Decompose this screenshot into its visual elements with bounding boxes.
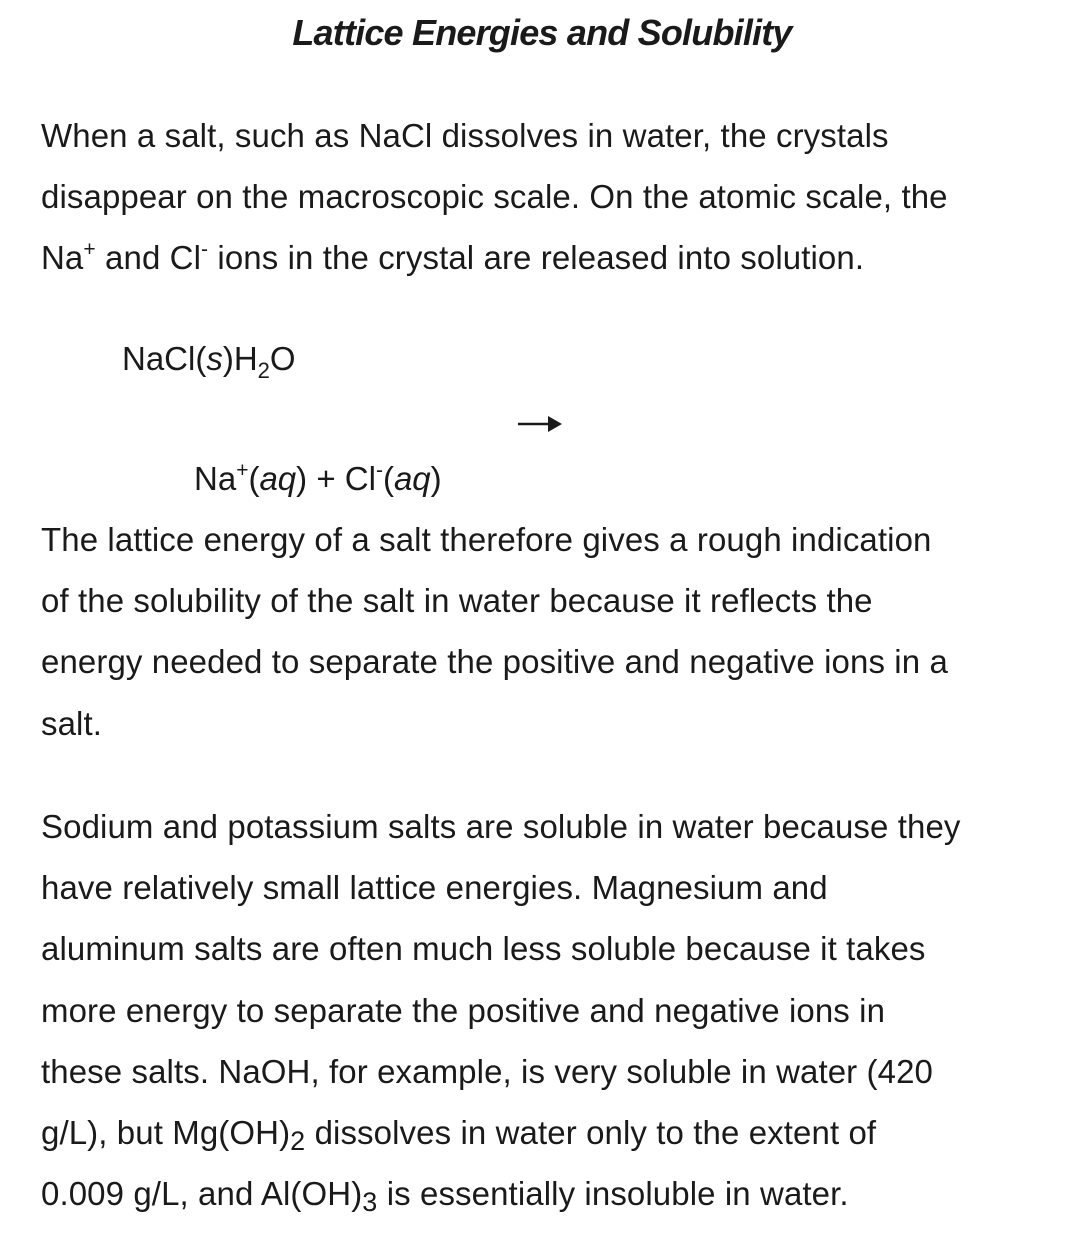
text-run: and Cl [95,239,202,277]
subscript: 2 [290,1126,306,1157]
paragraph-line: these salts. NaOH, for example, is very soluble in water (420 [41,1052,933,1090]
equation-text: O [269,340,296,377]
state-symbol: aq [259,460,297,497]
text-run: ions in the crystal are released into solution. [208,239,865,277]
subscript: 3 [362,1187,378,1218]
equation-text: ( [382,460,394,497]
text-run: is essentially insoluble in water. [377,1175,849,1213]
equation-reactants [122,338,296,383]
charge-superscript: - [375,459,383,482]
page-title: Lattice Energies and Solubility [292,12,792,53]
charge-superscript: + [236,459,249,482]
state-symbol: s [206,340,223,377]
equation-text: Na [194,460,237,497]
charge-superscript: + [83,238,96,262]
subscript: 2 [257,358,270,383]
ion-symbol: Na [41,239,84,277]
equation-text: ) + Cl [296,460,376,497]
paragraph-intro [41,105,1051,289]
paragraph-line: more energy to separate the positive and negative ions in [41,991,886,1029]
paragraph-line: disappear on the macroscopic scale. On the atomic scale, the [41,178,948,216]
paragraph-line: Sodium and potassium salts are soluble in water because they [41,808,961,845]
text-run: dissolves in water only to the extent of [305,1114,877,1152]
paragraph-line: aluminum salts are often much less soluble because it takes [41,930,926,968]
equation-text: ) [430,460,442,497]
reaction-arrow-icon [516,406,566,442]
text-run: g/L), but Mg(OH) [41,1114,291,1152]
equation-text: ( [248,460,260,497]
paragraph-line: salt. [41,704,103,742]
paragraph-line [41,1102,1051,1163]
equation-text: )H [222,340,258,377]
paragraph-line: have relatively small lattice energies. Magnesium and [41,869,828,907]
equation-products [194,458,442,500]
charge-superscript: - [201,238,209,262]
equation-text: NaCl( [122,340,207,377]
paragraph-lattice-energy [41,509,1051,754]
paragraph-line [41,227,1051,288]
paragraph-line: energy needed to separate the positive and negative ions in a [41,643,948,681]
state-symbol: aq [393,460,431,497]
paragraph-line: When a salt, such as NaCl dissolves in water, the crystals [41,117,889,154]
text-run: 0.009 g/L, and Al(OH) [41,1175,363,1213]
paragraph-line: of the solubility of the salt in water because it reflects the [41,582,873,620]
paragraph-line: The lattice energy of a salt therefore gives a rough indication [41,521,932,558]
paragraph-solubility [41,796,1051,1224]
paragraph-line [41,1163,1051,1224]
